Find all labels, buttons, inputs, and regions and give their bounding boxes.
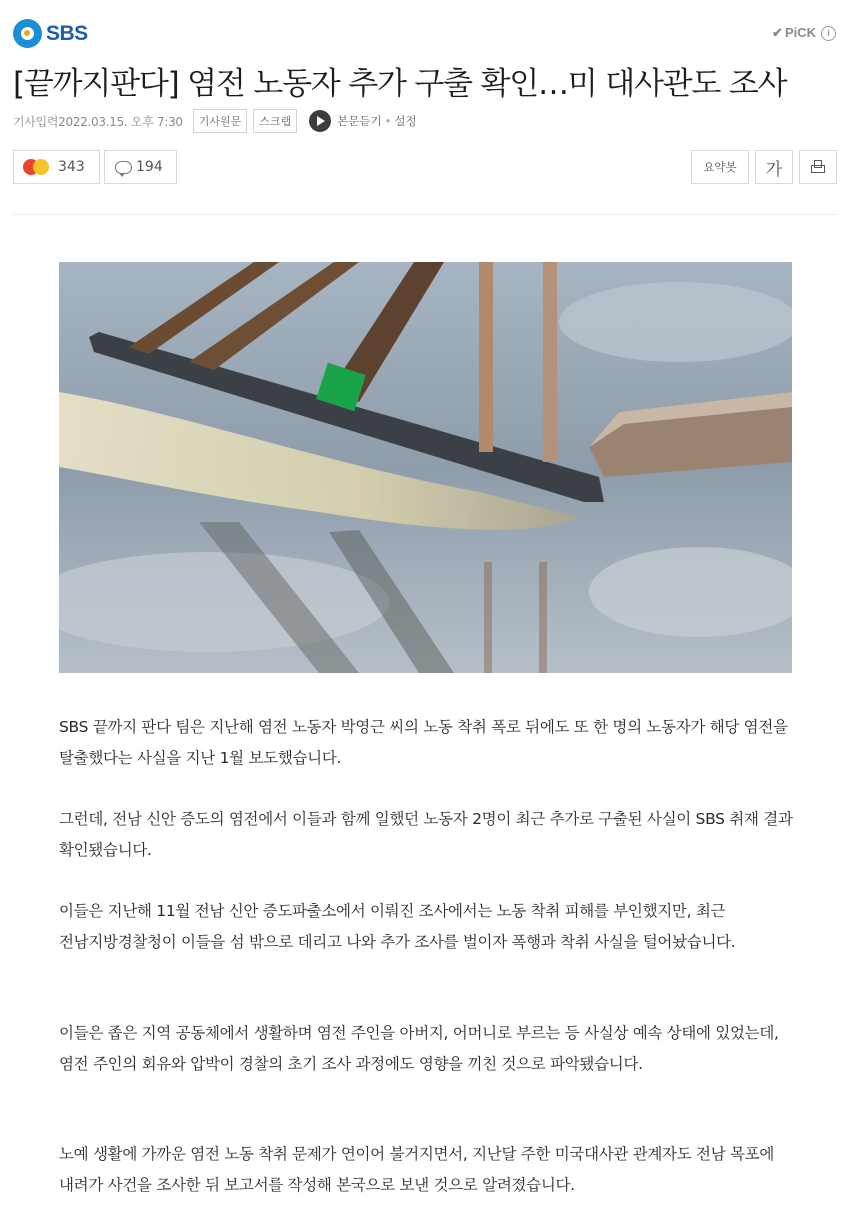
comment-bubble-icon	[115, 161, 132, 174]
meta-separator: •	[384, 114, 392, 128]
print-icon	[811, 160, 825, 174]
sad-emoji-icon	[33, 159, 49, 175]
listen-button[interactable]: 본문듣기	[337, 114, 382, 128]
sbs-logo-icon	[13, 19, 42, 48]
article-paragraph: 노예 생활에 가까운 염전 노동 착취 문제가 연이어 불거지면서, 지난달 주한 미국대사관 관계자도 전남 목포에 내려가 사건을 조사한 뒤 보고서를 작성해 본국으로 보낸 것으로 알려졌습니다.	[59, 1145, 775, 1194]
settings-button[interactable]: 설정	[394, 114, 417, 128]
font-size-button[interactable]: 가	[755, 150, 793, 184]
article-meta	[13, 108, 417, 134]
info-icon[interactable]: i	[821, 26, 836, 41]
comment-button[interactable]	[104, 150, 177, 184]
article-actions	[13, 150, 177, 184]
article-date: 기사입력2022.03.15. 오후 7:30	[13, 114, 183, 129]
article-photo	[59, 262, 792, 673]
article-tools	[685, 150, 837, 184]
header-divider	[13, 214, 837, 215]
article-paragraph: SBS 끝까지 판다 팀은 지난해 염전 노동자 박영근 씨의 노동 착취 폭로 뒤에도 또 한 명의 노동자가 해당 염전을 탈출했다는 사실을 지난 1월 보도했습니다.	[59, 718, 788, 767]
article-title: [끝까지판다] 염전 노동자 추가 구출 확인…미 대사관도 조사	[13, 66, 787, 102]
print-button[interactable]	[799, 150, 837, 184]
article-paragraph: 그런데, 전남 신안 증도의 염전에서 이들과 함께 일했던 노동자 2명이 최근 추가로 구출된 사실이 SBS 취재 결과 확인됐습니다.	[59, 810, 793, 859]
reaction-button[interactable]	[13, 150, 100, 184]
top-bar	[0, 0, 850, 60]
check-icon: ✔	[772, 25, 783, 40]
original-article-button[interactable]: 기사원문	[193, 109, 248, 133]
reaction-count: 343	[58, 159, 85, 175]
article-paragraph: 이들은 좁은 지역 공동체에서 생활하며 염전 주인을 아버지, 어머니로 부르는 등 사실상 예속 상태에 있었는데, 염전 주인의 회유와 압박이 경찰의 초기 조사 과정에도 영향을 끼친 것으로 파악됐습니다.	[59, 1024, 779, 1073]
listen-control[interactable]	[309, 110, 416, 132]
logo-text: SBS	[46, 21, 88, 45]
summary-bot-button[interactable]: 요약봇	[691, 150, 749, 184]
article-paragraph: 이들은 지난해 11월 전남 신안 증도파출소에서 이뤄진 조사에서는 노동 착취 피해를 부인했지만, 최근 전남지방경찰청이 이들을 섬 밖으로 데리고 나와 추가 조사를 벌이자 폭행과 착취 사실을 털어놨습니다.	[59, 902, 736, 951]
pick-badge[interactable]	[772, 25, 836, 41]
speaker-icon	[309, 110, 331, 132]
press-logo[interactable]	[13, 19, 88, 48]
pick-label: PiCK	[784, 25, 816, 40]
scrap-button[interactable]: 스크랩	[253, 109, 297, 133]
salt-farm-photo	[59, 262, 792, 673]
comment-count: 194	[136, 159, 163, 175]
